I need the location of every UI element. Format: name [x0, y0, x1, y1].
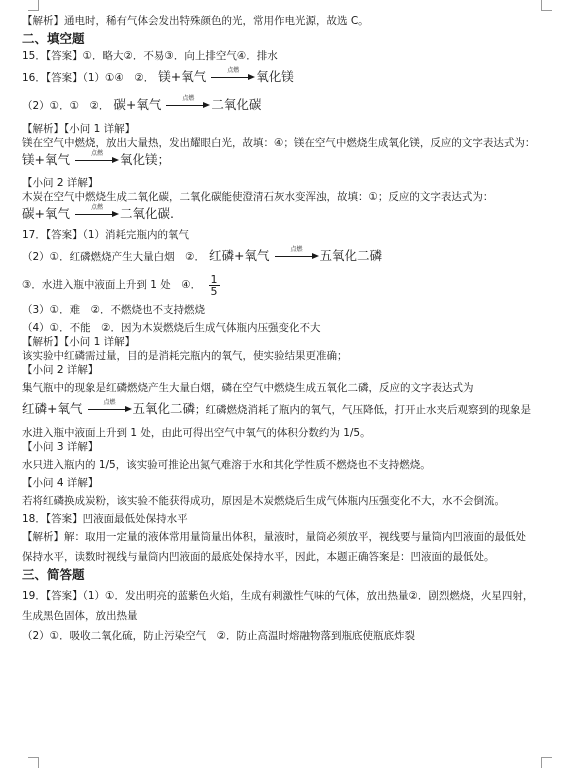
q15-answer: 15．【答案】①．略大②．不易③．向上排空气④．排水: [22, 50, 278, 62]
crop-mark-top-left: [28, 0, 39, 11]
q16-analysis-header: 【解析】【小问 1 详解】: [22, 123, 136, 135]
equation-reactant: 镁: [158, 69, 171, 84]
q17-sub3-text: 水只进入瓶内的 1/5，该实验可推论出氮气难溶于水和其化学性质不燃烧也不支持燃烧。: [22, 459, 431, 471]
equation-product: 二氧化碳: [211, 97, 262, 112]
q17-sub4-header: 【小问 4 详解】: [22, 477, 99, 489]
analysis-line: 【解析】通电时，稀有气体会发出特殊颜色的光，常用作电光源，故选 C。: [22, 15, 369, 27]
equation-reactant: 氧气: [136, 97, 162, 112]
q19-answer-1: 19．【答案】（1）①．发出明亮的蓝紫色火焰，生成有刺激性气味的气体，放出热量②．剧烈燃烧，火星四射，: [22, 590, 534, 602]
section-heading-fill-blank: 二、填空题: [22, 31, 85, 46]
q16-answer-1: 16．【答案】（1）①④ ②． 镁+氧气 点燃 氧化镁: [22, 66, 294, 84]
q17-analysis-header: 【解析】【小问 1 详解】: [22, 336, 136, 348]
reaction-arrow: 点燃: [88, 405, 132, 415]
q17-answer-2: （2）①．红磷燃烧产生大量白烟 ②． 红磷+氧气 点燃 五氧化二磷: [22, 245, 383, 263]
q16-analysis-equation: 镁+氧气 点燃 氧化镁；: [22, 149, 171, 167]
q16-analysis-text: 镁在空气中燃烧，放出大量热，发出耀眼白光，故填：④；镁在空气中燃烧生成氧化镁，反应的文字表达式为：: [22, 137, 536, 149]
q19-answer-2: （2）①．吸收二氧化硫，防止污染空气 ②．防止高温时熔融物落到瓶底使瓶底炸裂: [22, 630, 416, 642]
equation-reactant: 氧气: [181, 69, 207, 84]
q16-sub2-equation: 碳+氧气 点燃 二氧化碳.: [22, 203, 174, 221]
fraction-one-fifth: $\frac{1}{5}$: [210, 272, 218, 298]
reaction-arrow: 点燃: [166, 101, 210, 111]
q17-sub4-text: 若将红磷换成炭粉，该实验不能获得成功，原因是木炭燃烧后生成气体瓶内压强变化不大，水不会倒流。: [22, 495, 505, 507]
section-heading-short-answer: 三、简答题: [22, 567, 85, 582]
reaction-arrow: 点燃: [75, 210, 119, 220]
crop-mark-bottom-right: [541, 757, 552, 768]
q16-sub2-text: 木炭在空气中燃烧生成二氧化碳，二氧化碳能使澄清石灰水变浑浊，故填：①；反应的文字表达式为：: [22, 191, 494, 203]
q17-answer-3: ③．水进入瓶中液面上升到 1 处 ④． $\frac{1}{5}$: [22, 272, 218, 298]
q17-analysis-text: 该实验中红磷需过量，目的是消耗完瓶内的氧气，使实验结果更准确；: [22, 350, 348, 362]
q17-sub2-text-2: 水进入瓶中液面上升到 1 处，由此可得出空气中氧气的体积分数约为 1/5。: [22, 427, 371, 439]
reaction-arrow: 点燃: [211, 73, 255, 83]
q19-answer-1-cont: 生成黑色固体，放出热量: [22, 610, 138, 622]
crop-mark-top-right: [541, 0, 552, 11]
reaction-arrow: 点燃: [75, 156, 119, 166]
q17-sub3-header: 【小问 3 详解】: [22, 441, 99, 453]
q18-analysis-1: 【解析】解：取用一定量的液体常用量筒量出体积，量液时，量筒必须放平，视线要与量筒内凹液面的最低处: [22, 531, 526, 543]
crop-mark-bottom-left: [28, 757, 39, 768]
q16-sub2-header: 【小问 2 详解】: [22, 177, 99, 189]
q17-sub2-text: 集气瓶中的现象是红磷燃烧产生大量白烟，磷在空气中燃烧生成五氧化二磷，反应的文字表达式为: [22, 382, 474, 394]
q18-analysis-2: 保持水平，读数时视线与量筒内凹液面的最底处保持水平，因此，本题正确答案是：凹液面的最低处。: [22, 551, 495, 563]
q17-sub2-equation-line: 红磷+氧气 点燃 五氧化二磷；红磷燃烧消耗了瓶内的氧气，气压降低，打开止水夹后观察到的现象是: [22, 398, 532, 416]
q17-answer-3b: （3）①．难 ②．不燃烧也不支持燃烧: [22, 304, 206, 316]
q17-answer-1: 17．【答案】（1）消耗完瓶内的氧气: [22, 229, 190, 241]
document-page: [22, 14, 557, 643]
equation-reactant: 碳: [113, 97, 126, 112]
q17-answer-4: （4）①．不能 ②．因为木炭燃烧后生成气体瓶内压强变化不大: [22, 322, 321, 334]
q16-answer-2: （2）①．① ②． 碳+氧气 点燃 二氧化碳: [22, 94, 262, 112]
reaction-arrow: 点燃: [275, 252, 319, 262]
q18-answer: 18．【答案】凹液面最低处保持水平: [22, 513, 188, 525]
q17-sub2-header: 【小问 2 详解】: [22, 364, 99, 376]
equation-product: 氧化镁: [256, 69, 294, 84]
